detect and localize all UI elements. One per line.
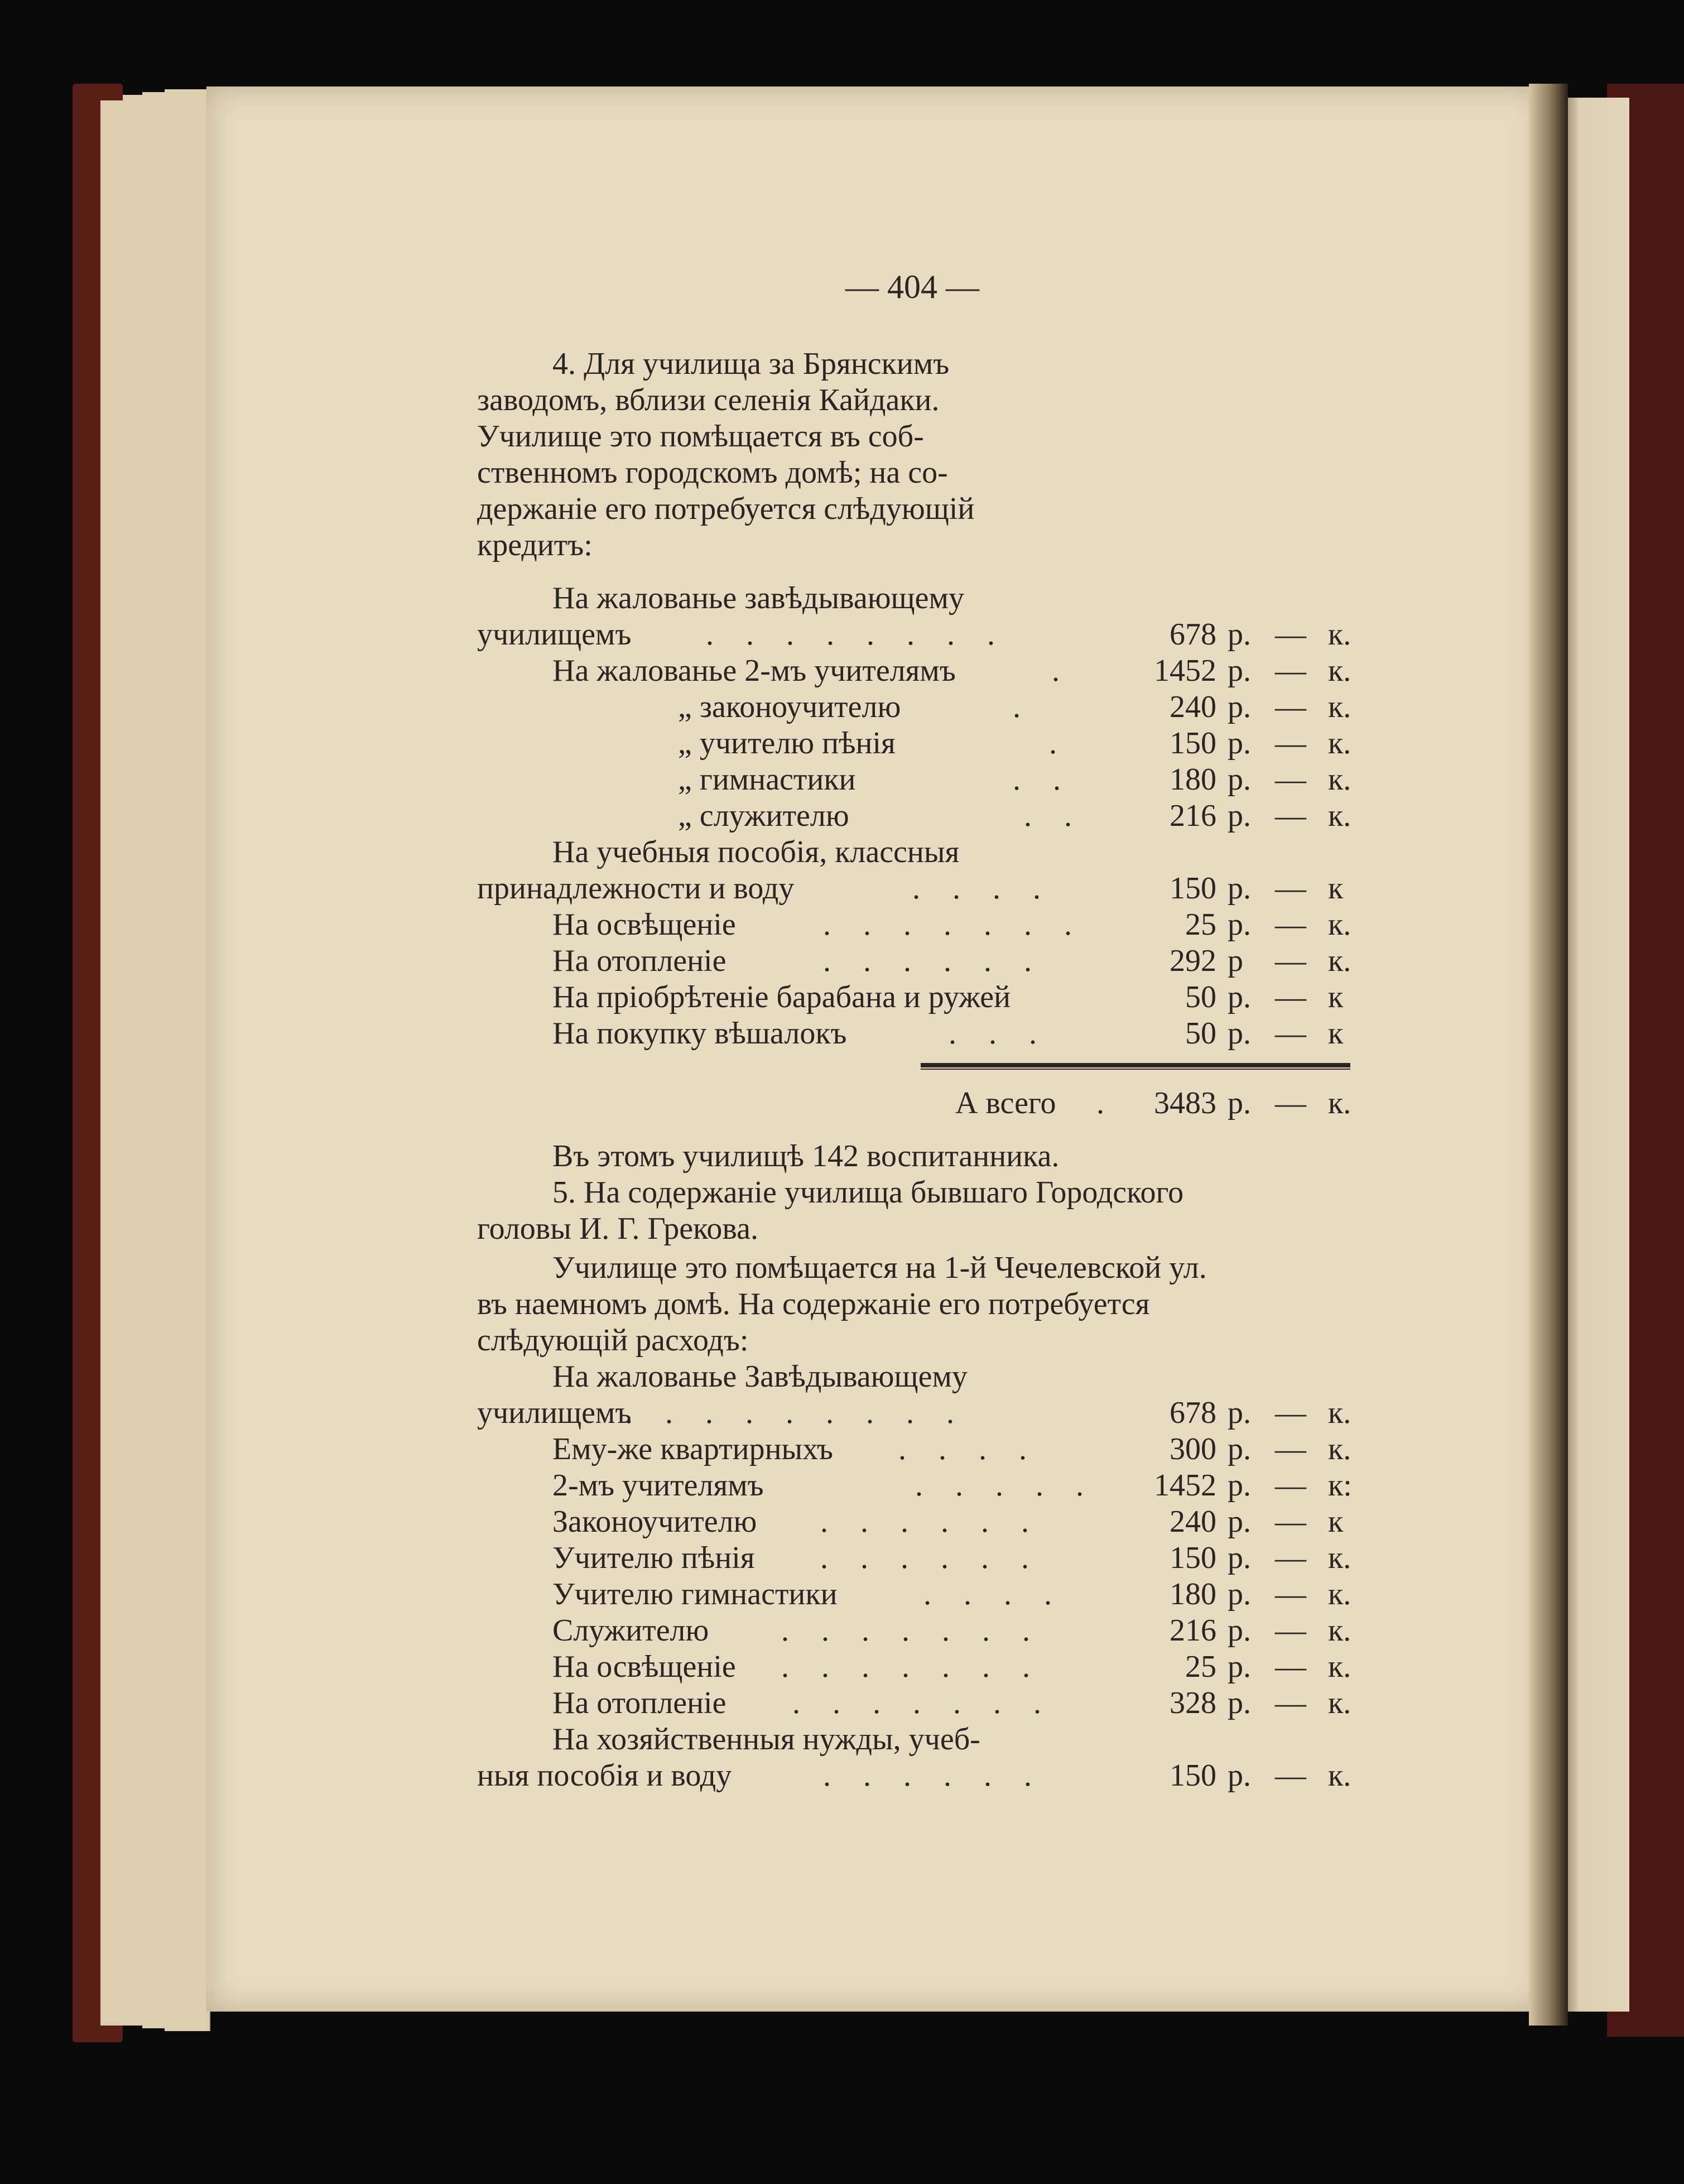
row-dash: — (1275, 944, 1306, 978)
total-amount: 3483 (1154, 1086, 1216, 1120)
row-rub: р. (1228, 762, 1251, 797)
row-label: „ учителю пѣнія (678, 726, 896, 761)
row-rub: р. (1228, 726, 1251, 761)
row-dots: . . . . . . . (792, 1686, 1053, 1720)
table1-row (0, 907, 1684, 943)
row-amt: 25 (1185, 1649, 1216, 1684)
row-label: „ служителю (678, 798, 849, 833)
row-label: училищемъ (477, 617, 632, 652)
row-amt: 300 (1170, 1432, 1216, 1466)
row-kop: к. (1328, 1577, 1351, 1611)
row-dash: — (1275, 1468, 1306, 1503)
row-kop: к. (1328, 1649, 1351, 1684)
table2-row (0, 1431, 1684, 1468)
table1-row (0, 834, 1684, 870)
row-amt: 240 (1170, 1504, 1216, 1539)
total-row (0, 1085, 1684, 1122)
para1-line: заводомъ, вблизи селенія Кайдаки. (477, 383, 940, 417)
row-label: На освѣщеніе (552, 907, 736, 942)
row-kop: к. (1328, 653, 1351, 688)
table1-row (0, 798, 1684, 834)
row-kop: к. (1328, 798, 1351, 833)
row-rub: р. (1228, 907, 1251, 942)
row-dots: . (1013, 690, 1033, 724)
row-dots: . . . . (912, 871, 1053, 906)
table1-row (0, 762, 1684, 798)
row-dash: — (1275, 1432, 1306, 1466)
row-dots: . . . . . . (823, 944, 1044, 978)
row-kop: к. (1328, 1758, 1351, 1793)
row-label: ныя пособія и воду (477, 1758, 732, 1793)
row-label: На жалованье завѣдывающему (552, 581, 964, 615)
row-kop: к. (1328, 1396, 1351, 1430)
row-label: училищемъ (477, 1396, 632, 1430)
row-dash: — (1275, 690, 1306, 724)
row-label: На жалованье 2-мъ учителямъ (552, 653, 956, 688)
row-rub: р. (1228, 1504, 1251, 1539)
row-rub: р. (1228, 980, 1251, 1014)
row-amt: 328 (1170, 1686, 1216, 1720)
para4-line: Училище это помѣщается на 1-й Чечелевской ул. (552, 1250, 1207, 1285)
total-rule (921, 1063, 1350, 1067)
table2-row (0, 1540, 1684, 1576)
row-dash: — (1275, 798, 1306, 833)
row-label: На учебныя пособія, классныя (552, 835, 960, 869)
row-amt: 1452 (1154, 653, 1216, 688)
row-label: На покупку вѣшалокъ (552, 1016, 847, 1051)
row-label: „ законоучителю (678, 690, 901, 724)
row-amt: 150 (1170, 726, 1216, 761)
table2-row (0, 1504, 1684, 1540)
table2-row (0, 1613, 1684, 1649)
row-label: Законоучителю (552, 1504, 757, 1539)
row-label: Служителю (552, 1613, 709, 1648)
row-kop: к. (1328, 1541, 1351, 1575)
row-amt: 150 (1170, 871, 1216, 906)
row-dots: . . . . . . (820, 1504, 1041, 1539)
row-dots: . . . . . . . (781, 1613, 1042, 1648)
row-amt: 216 (1170, 798, 1216, 833)
row-dash: — (1275, 1613, 1306, 1648)
row-label: На отопленіе (552, 944, 726, 978)
row-rub: р. (1228, 798, 1251, 833)
row-label: На отопленіе (552, 1686, 726, 1720)
row-kop: к (1328, 1504, 1344, 1539)
row-label: На освѣщеніе (552, 1649, 736, 1684)
table1-row (0, 979, 1684, 1016)
row-kop: к. (1328, 762, 1351, 797)
table2-row (0, 1721, 1684, 1758)
row-dots: . . . (949, 1016, 1049, 1051)
table1-row (0, 689, 1684, 725)
row-rub: р. (1228, 1432, 1251, 1466)
para1-line: держаніе его потребуется слѣдующій (477, 492, 975, 526)
row-rub: р. (1228, 1468, 1251, 1503)
row-kop: к: (1328, 1468, 1352, 1503)
row-label: На пріобрѣтеніе барабана и ружей (552, 980, 1011, 1014)
row-dash: — (1275, 1758, 1306, 1793)
row-label: 2-мъ учителямъ (552, 1468, 764, 1503)
row-dots: . . . . (898, 1432, 1039, 1466)
row-dash: — (1275, 1541, 1306, 1575)
row-dots: . . . . . . . (823, 907, 1084, 942)
row-dots: . . . . . . . (781, 1649, 1042, 1684)
table2-row (0, 1468, 1684, 1504)
row-kop: к. (1328, 944, 1351, 978)
row-amt: 25 (1185, 907, 1216, 942)
row-rub: р. (1228, 1758, 1251, 1793)
row-rub: р. (1228, 617, 1251, 652)
table1-row (0, 1016, 1684, 1052)
row-rub: р. (1228, 690, 1251, 724)
para3-line: 5. На содержаніе училища бывшаго Городского (552, 1175, 1184, 1210)
total-rule-thin (921, 1069, 1350, 1070)
row-dots: . . (1013, 762, 1073, 797)
row-dash: — (1275, 871, 1306, 906)
row-amt: 292 (1170, 944, 1216, 978)
para4-line: слѣдующій расходъ: (477, 1323, 749, 1358)
row-dash: — (1275, 726, 1306, 761)
row-rub: р. (1228, 871, 1251, 906)
row-rub: р. (1228, 653, 1251, 688)
row-label: Учителю гимнастики (552, 1577, 838, 1611)
row-amt: 150 (1170, 1758, 1216, 1793)
row-dash: — (1275, 617, 1306, 652)
row-dots: . . (1024, 798, 1084, 833)
row-amt: 50 (1185, 980, 1216, 1014)
row-dots: . . . . . . (823, 1758, 1044, 1793)
row-dots: . (1049, 726, 1069, 761)
row-amt: 50 (1185, 1016, 1216, 1051)
table2-row (0, 1685, 1684, 1721)
row-kop: к. (1328, 617, 1351, 652)
row-amt: 678 (1170, 617, 1216, 652)
row-dots: . (1052, 653, 1072, 688)
para1-line: Училище это помѣщается въ соб- (477, 419, 924, 454)
table2-row (0, 1758, 1684, 1794)
table1-row (0, 870, 1684, 907)
row-dash: — (1275, 1016, 1306, 1051)
para3-line: головы И. Г. Грекова. (477, 1211, 758, 1246)
table1-row (0, 580, 1684, 617)
row-amt: 1452 (1154, 1468, 1216, 1503)
row-amt: 240 (1170, 690, 1216, 724)
table2-row (0, 1649, 1684, 1685)
row-dash: — (1275, 1504, 1306, 1539)
table2-row (0, 1359, 1684, 1395)
row-dots: . . . . . (915, 1468, 1096, 1503)
row-label: На жалованье Завѣдывающему (552, 1359, 968, 1394)
para1-line: 4. Для училища за Брянскимъ (552, 347, 950, 381)
row-dots: . . . . (923, 1577, 1064, 1611)
total-dash: — (1275, 1086, 1306, 1120)
row-dash: — (1275, 1396, 1306, 1430)
row-kop: к. (1328, 1686, 1351, 1720)
page-number: — 404 — (845, 268, 979, 305)
row-amt: 678 (1170, 1396, 1216, 1430)
table2-row (0, 1576, 1684, 1613)
row-kop: к (1328, 871, 1344, 906)
total-rub: р. (1228, 1086, 1251, 1120)
row-rub: р. (1228, 1396, 1251, 1430)
row-label: принадлежности и воду (477, 871, 795, 906)
row-amt: 180 (1170, 762, 1216, 797)
row-rub: р. (1228, 1577, 1251, 1611)
total-kop: к. (1328, 1086, 1351, 1120)
table1-row (0, 617, 1684, 653)
row-rub: р. (1228, 1686, 1251, 1720)
row-dash: — (1275, 762, 1306, 797)
row-kop: к (1328, 980, 1344, 1014)
row-rub: р. (1228, 1613, 1251, 1648)
row-dash: — (1275, 907, 1306, 942)
row-dash: — (1275, 980, 1306, 1014)
row-label: Ему-же квартирныхъ (552, 1432, 833, 1466)
row-kop: к. (1328, 726, 1351, 761)
row-amt: 150 (1170, 1541, 1216, 1575)
row-dots: . . . . . . . . . (625, 1396, 966, 1430)
row-dash: — (1275, 1649, 1306, 1684)
row-amt: 180 (1170, 1577, 1216, 1611)
row-rub: р. (1228, 1016, 1251, 1051)
row-kop: к. (1328, 1432, 1351, 1466)
row-kop: к. (1328, 690, 1351, 724)
row-dash: — (1275, 1686, 1306, 1720)
row-rub: р (1228, 944, 1243, 978)
table1-row (0, 725, 1684, 762)
pupils-count-line: Въ этомъ училищѣ 142 воспитанника. (552, 1139, 1060, 1173)
row-dash: — (1275, 653, 1306, 688)
total-dots: . (1096, 1086, 1117, 1120)
row-dash: — (1275, 1577, 1306, 1611)
row-dots: . . . . . . . . (706, 617, 1007, 652)
row-kop: к. (1328, 907, 1351, 942)
table2-row (0, 1395, 1684, 1431)
para1-line: кредитъ: (477, 528, 593, 562)
row-label: „ гимнастики (678, 762, 856, 797)
para1-line: ственномъ городскомъ домѣ; на со- (477, 455, 948, 490)
row-label: На хозяйственныя нужды, учеб- (552, 1722, 980, 1757)
table1-row (0, 653, 1684, 689)
row-amt: 216 (1170, 1613, 1216, 1648)
table1-row (0, 943, 1684, 979)
total-label: А всего (955, 1086, 1056, 1120)
row-dots: . . . . . . (820, 1541, 1041, 1575)
row-rub: р. (1228, 1649, 1251, 1684)
row-rub: р. (1228, 1541, 1251, 1575)
para4-line: въ наемномъ домѣ. На содержаніе его потребуется (477, 1287, 1150, 1321)
row-kop: к. (1328, 1613, 1351, 1648)
row-label: Учителю пѣнія (552, 1541, 755, 1575)
row-kop: к (1328, 1016, 1344, 1051)
